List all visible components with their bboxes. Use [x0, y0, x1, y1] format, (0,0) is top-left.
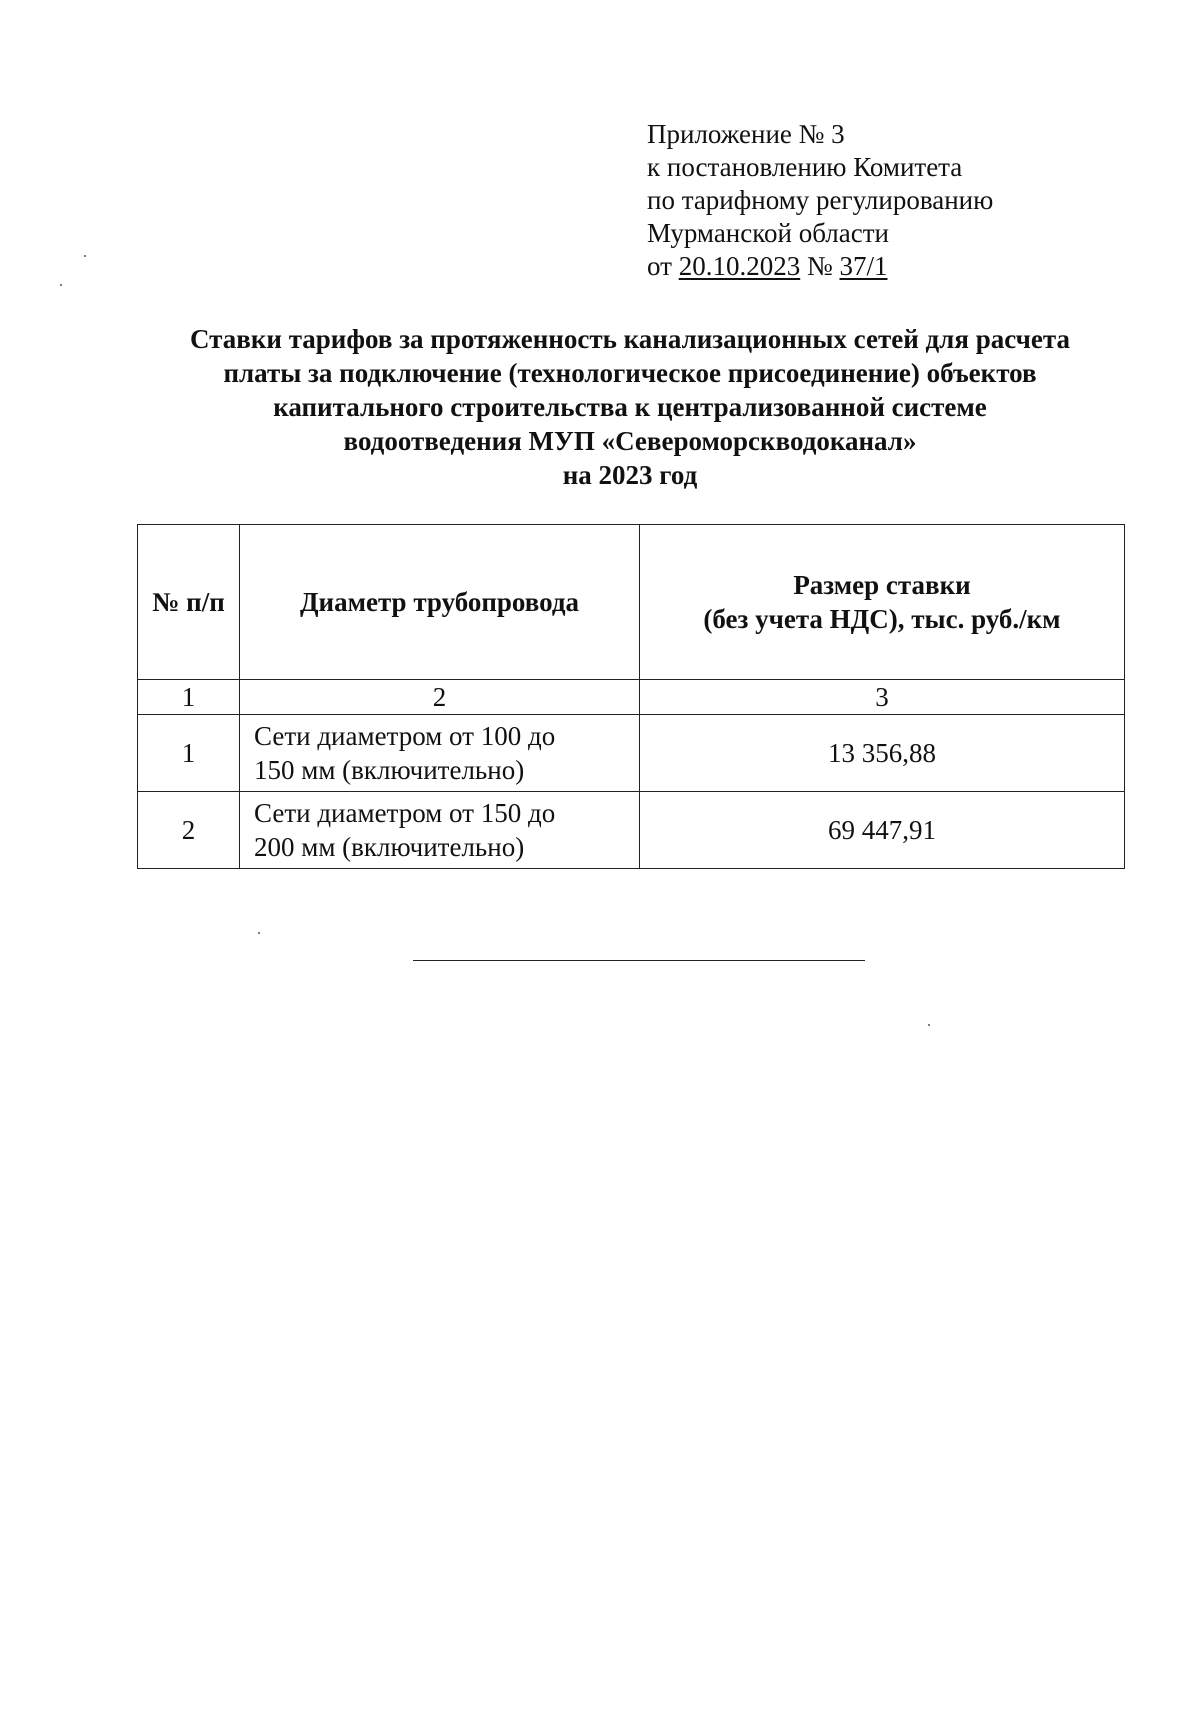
- table-row: [138, 792, 1125, 869]
- header-rate: [640, 525, 1125, 680]
- scan-speck: [258, 932, 260, 934]
- header-rate-line-2: (без учета НДС), тыс. руб./км: [703, 604, 1061, 634]
- header-rate-line-1: Размер ставки: [793, 570, 971, 600]
- title-line-5: на 2023 год: [562, 460, 698, 490]
- appendix-line-4: Мурманской области: [647, 218, 889, 248]
- row-rate: 69 447,91: [640, 792, 1125, 869]
- document-title: [120, 322, 1140, 492]
- appendix-line-2: к постановлению Комитета: [647, 152, 963, 182]
- row-diameter-line-2: 150 мм (включительно): [254, 755, 525, 785]
- row-num: 2: [138, 792, 240, 869]
- row-diameter: [240, 792, 640, 869]
- index-cell-2: 2: [240, 680, 640, 715]
- appendix-date-line: [647, 250, 993, 283]
- appendix-date-prefix: от: [647, 251, 679, 281]
- table-header-row: [138, 525, 1125, 680]
- title-line-4: водоотведения МУП «Североморскводоканал»: [343, 426, 917, 456]
- scan-speck: [84, 255, 86, 257]
- row-diameter-line-1: Сети диаметром от 100 до: [254, 721, 556, 751]
- table-index-row: [138, 680, 1125, 715]
- row-rate: 13 356,88: [640, 715, 1125, 792]
- tariff-table: [137, 524, 1125, 869]
- appendix-number-sign: №: [800, 251, 840, 281]
- appendix-line-3: по тарифному регулированию: [647, 185, 994, 215]
- scan-speck: [928, 1024, 930, 1026]
- table-row: [138, 715, 1125, 792]
- appendix-line-1: Приложение № 3: [647, 119, 845, 149]
- title-line-1: Ставки тарифов за протяженность канализационных сетей для расчета: [190, 324, 1070, 354]
- index-cell-1: 1: [138, 680, 240, 715]
- row-diameter-line-2: 200 мм (включительно): [254, 832, 525, 862]
- row-diameter-line-1: Сети диаметром от 150 до: [254, 798, 556, 828]
- index-cell-3: 3: [640, 680, 1125, 715]
- scan-speck: [60, 284, 62, 286]
- header-num: № п/п: [138, 525, 240, 680]
- title-line-2: платы за подключение (технологическое присоединение) объектов: [223, 358, 1037, 388]
- appendix-date: 20.10.2023: [678, 251, 801, 281]
- appendix-header: [647, 118, 993, 283]
- appendix-number: 37/1: [839, 251, 888, 281]
- row-num: 1: [138, 715, 240, 792]
- header-diameter: Диаметр трубопровода: [240, 525, 640, 680]
- closing-rule: [413, 960, 865, 961]
- title-line-3: капитального строительства к централизованной системе: [273, 392, 987, 422]
- row-diameter: [240, 715, 640, 792]
